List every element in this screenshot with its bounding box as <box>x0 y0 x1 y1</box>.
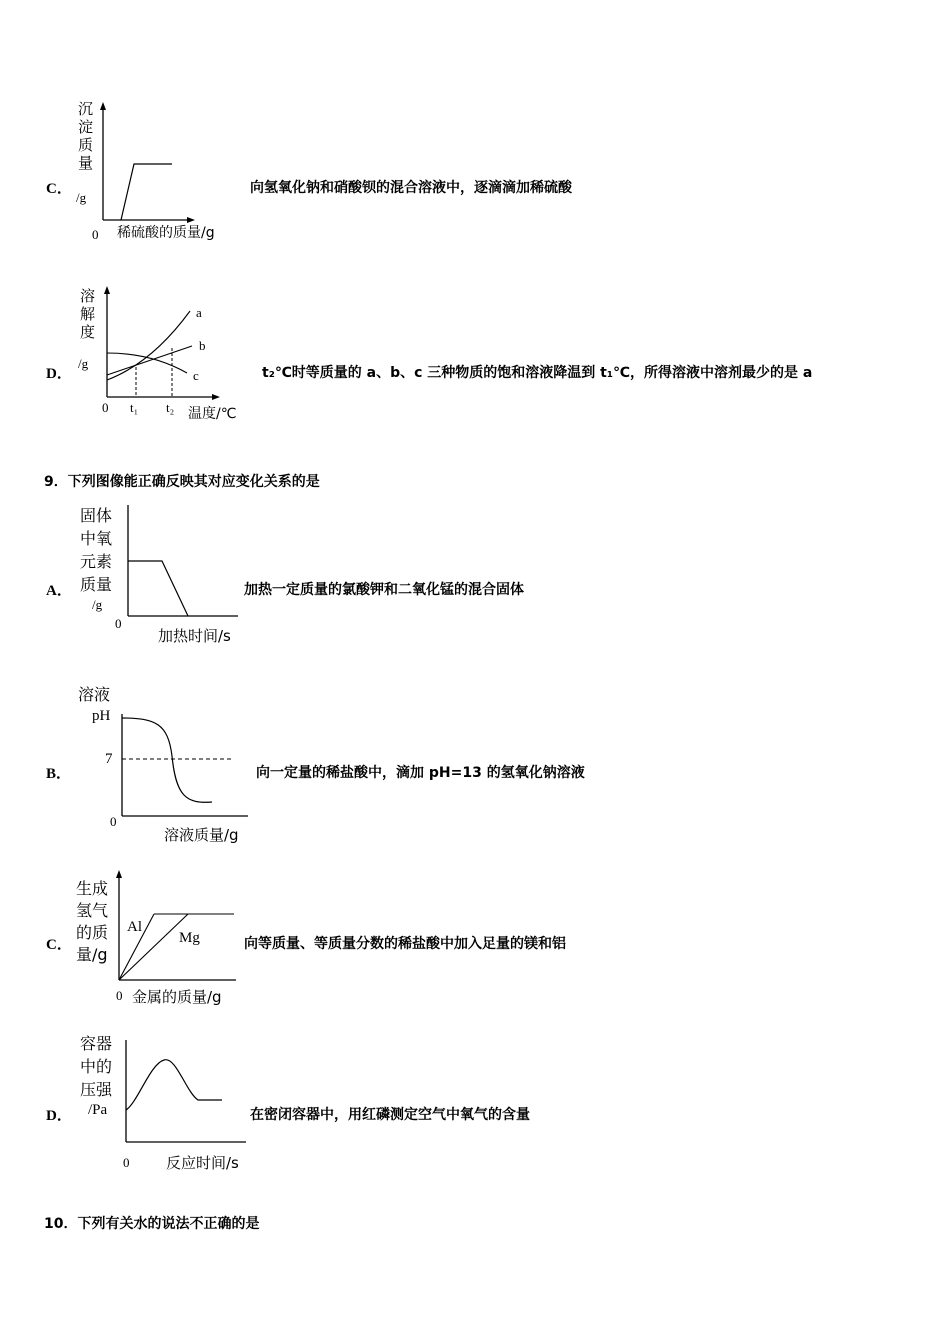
curve-a <box>107 311 190 380</box>
mg-label: Mg <box>179 930 200 946</box>
y-axis-label: 沉 淀 质 量 <box>78 100 94 172</box>
t2-label: t₂ <box>166 400 175 415</box>
y-axis-label: 容器 中的 压强 <box>80 1034 113 1099</box>
option-desc-9a: 加热一定质量的氯酸钾和二氧化锰的混合固体 <box>244 582 524 598</box>
graph-9c-plot <box>74 866 244 1016</box>
al-label: Al <box>127 919 142 935</box>
curve-c <box>107 353 187 373</box>
graph-9d-plot <box>76 1030 256 1178</box>
graph-8d-plot <box>72 283 257 428</box>
option-label-8c: C． <box>46 181 72 197</box>
option-desc-9d: 在密闭容器中，用红磷测定空气中氧气的含量 <box>250 1107 530 1123</box>
y-axis-label: 溶液 <box>78 685 111 704</box>
question-10-title: 10．下列有关水的说法不正确的是 <box>44 1216 260 1232</box>
y-unit: /g <box>78 356 89 371</box>
x-axis-label: 反应时间/s <box>166 1154 239 1172</box>
curve-a-label: a <box>196 305 202 320</box>
origin-label: 0 <box>110 814 117 829</box>
x-axis-label: 金属的质量/g <box>132 988 222 1006</box>
option-desc-8c: 向氢氧化钠和硝酸钡的混合溶液中，逐滴滴加稀硫酸 <box>250 180 572 196</box>
graph-8c-plot <box>72 100 247 250</box>
precipitate-curve <box>121 164 172 220</box>
graph-8d <box>72 283 257 428</box>
origin-label: 0 <box>116 988 123 1003</box>
option-label-8d: D． <box>46 366 72 382</box>
curve-b <box>107 346 192 375</box>
y-axis-label: 固体 中氧 元素 质量 <box>80 506 113 594</box>
option-desc-8d: t₂℃时等质量的 a、b、c 三种物质的饱和溶液降温到 t₁℃，所得溶液中溶剂最少的是 a <box>262 365 813 381</box>
y-unit: pH <box>92 708 111 724</box>
x-axis-label: 溶液质量/g <box>164 826 239 844</box>
y-axis-label: 生成 氢气 的质 量/g <box>76 879 109 964</box>
graph-9a-plot <box>78 502 248 652</box>
graph-8c <box>72 100 247 250</box>
curve-c-label: c <box>193 368 199 383</box>
graph-9c <box>74 866 244 1016</box>
ph-curve <box>122 718 212 802</box>
x-axis-label: 加热时间/s <box>158 627 231 645</box>
question-9-title: 9．下列图像能正确反映其对应变化关系的是 <box>44 474 320 490</box>
option-label-9b: B． <box>46 766 72 782</box>
t1-label: t₁ <box>130 400 139 415</box>
y-unit: /g <box>92 597 103 612</box>
x-axis-label: 稀硫酸的质量/g <box>117 225 215 241</box>
option-label-9d: D． <box>46 1108 72 1124</box>
origin-label: 0 <box>115 616 122 631</box>
option-desc-9c: 向等质量、等质量分数的稀盐酸中加入足量的镁和铝 <box>244 936 566 952</box>
graph-9b-plot <box>76 684 261 849</box>
origin-label: 0 <box>102 400 109 415</box>
option-desc-9b: 向一定量的稀盐酸中，滴加 pH=13 的氢氧化钠溶液 <box>256 765 585 781</box>
curve-b-label: b <box>199 338 206 353</box>
graph-9d <box>76 1030 256 1178</box>
al-curve <box>119 914 154 980</box>
option-label-9a: A． <box>46 583 72 599</box>
y-unit: /g <box>76 190 87 205</box>
oxygen-mass-curve <box>128 561 188 616</box>
mg-curve <box>119 914 188 980</box>
graph-9a <box>78 502 248 652</box>
pressure-curve <box>126 1060 222 1110</box>
y-unit: /Pa <box>88 1102 108 1118</box>
option-label-9c: C． <box>46 937 72 953</box>
origin-label: 0 <box>92 227 99 242</box>
y-axis-label: 溶 解 度 <box>80 287 96 341</box>
ph-7-label: 7 <box>105 751 113 767</box>
graph-9b <box>76 684 261 849</box>
origin-label: 0 <box>123 1155 130 1170</box>
x-axis-label: 温度/℃ <box>188 406 237 422</box>
